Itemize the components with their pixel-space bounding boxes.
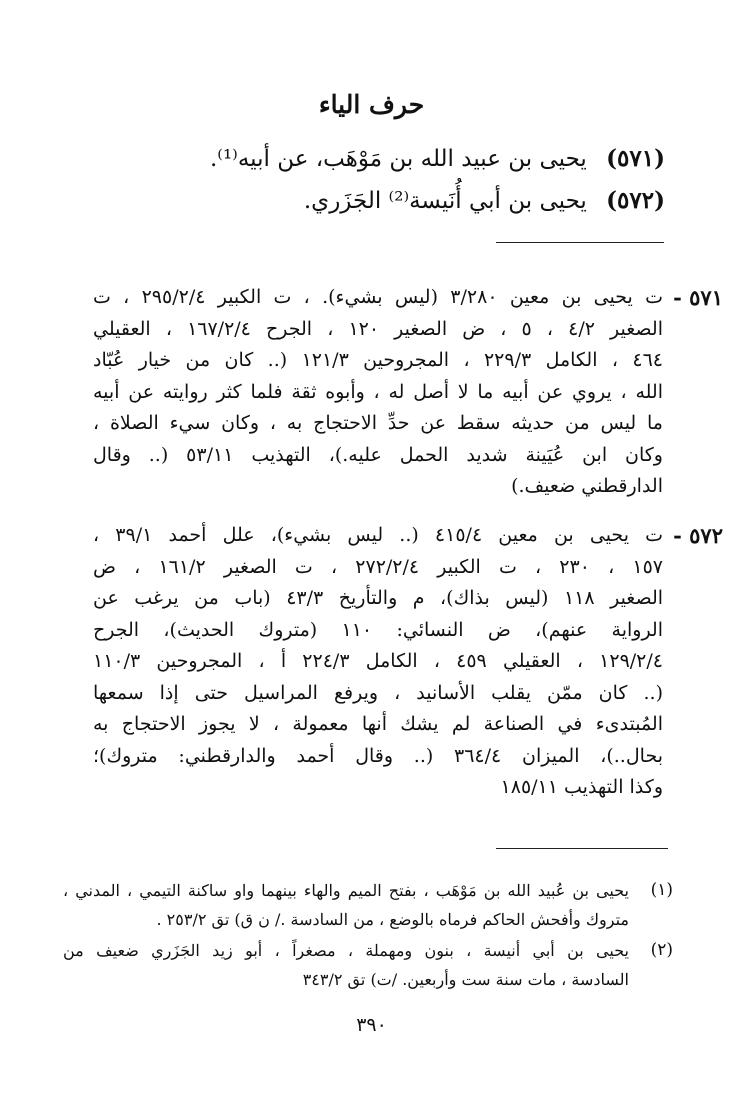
entry-line: الصغير ١١٨ (ليس بذاك)، م والتأريخ ٤٣/٣ (باب من يرغب عن <box>93 587 664 609</box>
entry-line: ١٢٩/٢/٤ ، العقيلي ٤٥٩ ، الكامل ٢٢٤/٣ أ ، المجروحين ١١٠/٣ <box>93 650 663 672</box>
footnote-divider <box>496 848 668 849</box>
entry-line: الله ، يروي عن أبيه ما لا أصل له ، وأبوه ثقة فلما كثر روايته عن أبيه <box>93 380 663 403</box>
header-entries <box>65 138 665 222</box>
footnote <box>63 936 673 994</box>
footnote-line: السادسة ، مات سنة ست وأربعين. /ت) تق ٣٤٣/٢ <box>302 970 629 989</box>
page-heading: حرف الياء <box>318 90 425 119</box>
entry-line: وكذا التهذيب ١٨٥/١١ <box>500 776 663 798</box>
header-entry-text: يحيى بن عبيد الله بن مَوْهَب، عن أبيه⁽¹⁾. <box>209 146 587 172</box>
entry-line: ما ليس من حديثه سقط عن حدِّ الاحتجاج به ، وكان سيء الصلاة ، <box>93 412 663 434</box>
entry-line: الرواية عنهم)، ض النسائي: ١١٠ (متروك الحديث)، الجرح <box>93 618 663 641</box>
entry-number: ٥٧٢ - <box>673 523 723 548</box>
entry-line: الصغير ٤/٢ ، ٥ ، ض الصغير ١٢٠ ، الجرح ١٦٧/٢/٤ ، العقيلي <box>93 317 663 340</box>
entry-571 <box>93 282 723 503</box>
page-number: ٣٩٠ <box>356 1014 387 1036</box>
section-divider <box>496 242 664 243</box>
footnote-number: (١) <box>650 880 673 900</box>
entry-line: المُبتدىء في الصناعة لم يشك أنها معمولة ، لا يجوز الاحتجاج به <box>93 713 663 735</box>
header-entry <box>65 180 665 222</box>
entry-line: ت يحيى بن معين ٤١٥/٤ (.. ليس بشيء)، علل أحمد ٣٩/١ ، <box>93 524 664 546</box>
header-entry-text: يحيى بن أبي أُنَيسة⁽²⁾ الجَزَري. <box>303 188 587 214</box>
entry-line: (.. كان ممّن يقلب الأسانيد ، ويرفع المراسيل حتى إذا سمعها <box>93 681 663 704</box>
footnote <box>63 876 673 934</box>
entry-line: بحال..)، الميزان ٣٦٤/٤ (.. وقال أحمد والدارقطني: متروك)؛ <box>93 744 663 767</box>
entry-line: ت يحيى بن معين ٣/٢٨٠ (ليس بشيء). ، ت الكبير ٢٩٥/٢/٤ ، ت <box>93 286 663 308</box>
footnote-line: يحيى بن أبي أنيسة ، بنون ومهملة ، مصغراً ، أبو زيد الجَزَري ضعيف من <box>63 941 629 960</box>
footnotes <box>63 876 673 996</box>
footnote-line: متروك وأفحش الحاكم فرماه بالوضع ، من السادسة ./ ن ق) تق ٢٥٣/٢ . <box>156 910 629 929</box>
footnote-number: (٢) <box>650 940 673 960</box>
header-entry-number: (٥٧٢) <box>606 187 665 214</box>
footnote-line: يحيى بن عُبيد الله بن مَوْهَب ، بفتح الميم والهاء بينهما واو ساكنة التيمي ، المدني ، <box>63 881 629 900</box>
entry-572 <box>93 520 723 804</box>
header-entry <box>65 138 665 180</box>
entry-number: ٥٧١ - <box>673 285 723 310</box>
header-entry-number: (٥٧١) <box>606 145 665 172</box>
entry-line: وكان ابن عُيَينة شديد الحمل عليه.)، التهذيب ٥٣/١١ (.. وقال <box>93 443 663 466</box>
entry-line: ٤٦٤ ، الكامل ٢٢٩/٣ ، المجروحين ١٢١/٣ (.. كان من خيار عُبّاد <box>93 349 663 371</box>
entry-line: ١٥٧ ، ٢٣٠ ، ت الكبير ٢٧٢/٢/٤ ، ت الصغير ١٦١/٢ ، ض <box>93 555 664 578</box>
entry-line: الدارقطني ضعيف.) <box>511 475 663 497</box>
